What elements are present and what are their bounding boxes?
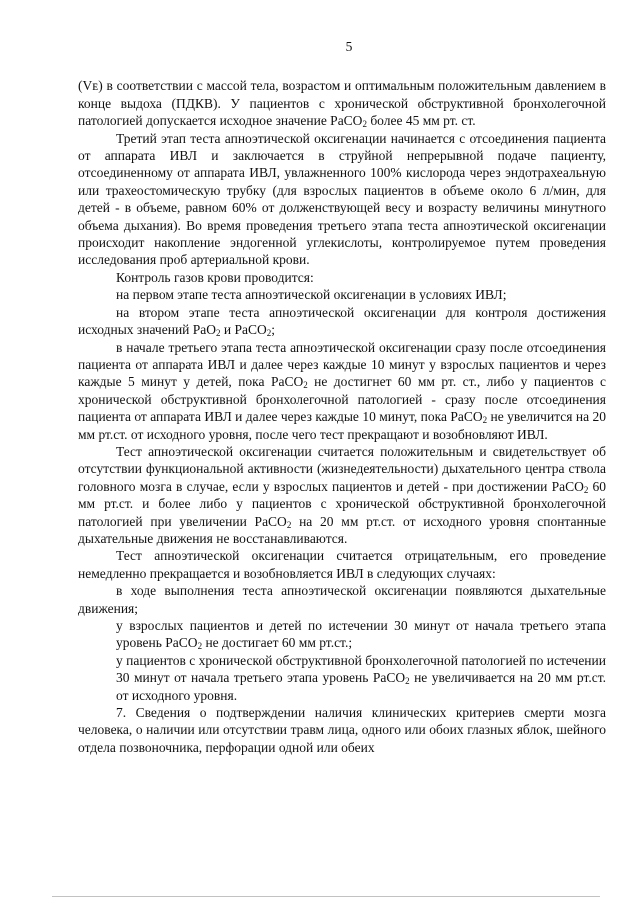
list-item-first-stage: на первом этапе теста апноэтической оксигенации в условиях ИВЛ; <box>116 287 507 303</box>
paragraph-third-stage: Третий этап теста апноэтической оксигенации начинается с отсоединения пациента от аппарата ИВЛ и заключается в струйной непрерывной подаче пациенту, отсоединенному от аппарата ИВЛ, увлажненного 100% кислорода через эндотрахеальную или трахеостомическую трубку (для взрослых пациентов в объеме около 6 л/мин, для детей - в объеме, равном 60% от долженствующей весу и возрасту величины минутного объема дыхания). Во время проведения третьего этапа теста апноэтической оксигенации происходит накопление эндогенной углекислоты, контролируемое путем проведения исследования проб артериальной крови. <box>78 130 606 268</box>
list-item-third-stage: в начале третьего этапа теста апноэтической оксигенации сразу после отсоединения пациента от аппарата ИВЛ и далее через каждые 10 минут у взрослых пациентов и через каждые 5 минут у детей, пока PaCO$_2$ не достигнет 60 мм рт. ст., либо у пациентов с хронической обструктивной бронхолегочной патологией - сразу после отсоединения пациента от аппарата ИВЛ и далее через каждые 10 минут, пока PaCO$_2$ не увеличится на 20 мм рт.ст. от исходного уровня, после чего тест прекращают и возобновляют ИВЛ. <box>78 339 606 442</box>
paragraph-blood-gas-control: Контроль газов крови проводится: <box>116 269 314 285</box>
list-item-adults-children: у взрослых пациентов и детей по истечении 30 минут от начала третьего этапа уровень PaCO$_2$ не достигает 60 мм рт.ст.; <box>116 618 606 652</box>
paragraph-test-negative: Тест апноэтической оксигенации считается отрицательным, его проведение немедленно прекращается и возобновляется ИВЛ в следующих случаях: <box>78 548 606 581</box>
scan-edge-line <box>52 896 600 897</box>
page-number: 5 <box>345 39 353 54</box>
paragraph-section-7: 7. Сведения о подтверждении наличия клинических критериев смерти мозга человека, о наличии или отсутствии травм лица, одного или обоих глазных яблок, шейного отдела позвоночника, перфорации одной или обеих <box>78 705 606 755</box>
paragraph-continuation: (Vᴇ) в соответствии с массой тела, возрастом и оптимальным положительным давлением в конце выдоха (ПДКВ). У пациентов с хронической обструктивной бронхолегочной патологией допускается исходное значение PaCO$_2$ более 45 мм рт. ст. <box>78 78 606 130</box>
list-item-copd-patients: у пациентов с хронической обструктивной бронхолегочной патологией по истечении 30 минут от начала третьего этапа уровень PaCO$_2$ не увеличивается на 20 мм рт.ст. от исходного уровня. <box>116 652 606 703</box>
list-item-second-stage: на втором этапе теста апноэтической оксигенации для контроля достижения исходных значений PaO$_2$ и PaCO$_2$; <box>78 304 606 339</box>
list-item-breathing-movements: в ходе выполнения теста апноэтической оксигенации появляются дыхательные движения; <box>78 583 606 616</box>
paragraph-test-positive: Тест апноэтической оксигенации считается положительным и свидетельствует об отсутствии функциональной активности (жизнедеятельности) дыхательного центра ствола головного мозга в случае, если у взрослых пациентов и детей - при достижении PaCO$_2$ 60 мм рт.ст. и более либо у пациентов с хронической обструктивной бронхолегочной патологией при увеличении PaCO$_2$ на 20 мм рт.ст. от исходного уровня спонтанные дыхательные движения не восстанавливаются. <box>78 443 606 546</box>
